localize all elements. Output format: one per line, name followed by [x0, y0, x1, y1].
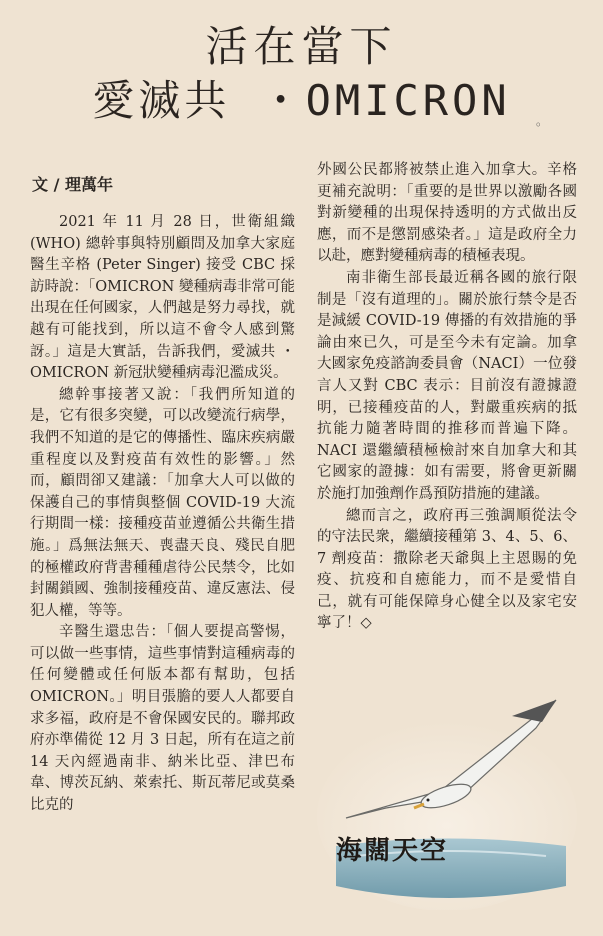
title-line-1: 活在當下: [205, 22, 398, 71]
illustration-caption: 海闊天空: [336, 836, 449, 866]
article-column-left: [30, 212, 295, 817]
article-column-right: [317, 160, 577, 635]
seagull-illustration: [316, 696, 578, 910]
paragraph: 南非衛生部長最近稱各國的旅行限制是「沒有道理的」。關於旅行禁令是否是減緩 COVID-19 傳播的有效措施的爭論由來已久，可是至今未有定論。加拿大國家免疫諮詢委員會（NACI）一位發言人又對 CBC 表示：目前沒有證據證明，已接種疫苗的人，對嚴重疾病的抵抗能力隨著時間的推移而普遍下降。NACI 還繼續積極檢討來自加拿大和其它國家的證據：如有需要，將會更新關於施打加強劑作爲預防措施的建議。: [317, 269, 577, 502]
paragraph: 外國公民都將被禁止進入加拿大。辛格更補充說明：「重要的是世界以激勵各國對新變種的出現保持透明的方式做出反應，而不是懲罰感染者。」這是政府全力以赴，應對變種病毒的積極表現。: [317, 162, 577, 265]
title-line-2: 愛滅共 ・OMICRON: [92, 76, 511, 125]
byline: 文 / 理萬年: [32, 175, 113, 194]
title-dot: 。: [536, 114, 549, 128]
paragraph: 辛醫生還忠告：「個人要提高警惕，可以做一些事情，這些事情對這種病毒的任何變體或任何版本都有幫助，包括 OMICRON。」明目張膽的要人人都要自求多福，政府是不會保國安民的。聯邦政府亦準備從 12 月 3 日起，所有在這之前 14 天內經過南非、納米比亞、津巴布韋、博茨瓦納、萊索托、斯瓦蒂尼或莫桑比克的: [30, 624, 295, 814]
paragraph: 總幹事接著又說：「我們所知道的是，它有很多突變，可以改變流行病學，我們不知道的是它的傳播性、臨床疾病嚴重程度以及對疫苗有效性的影響。」然而，顧問卻又建議：「加拿大人可以做的保護自己的事情與整個 COVID-19 大流行期間一樣：接種疫苗並遵循公共衛生措施。」爲無法無天、喪盡天良、殘民自肥的極權政府背書種種虐待公民禁令，比如封關鎖國、強制接種疫苗、違反憲法、侵犯人權，等等。: [30, 386, 295, 619]
paragraph: 2021 年 11 月 28 日，世衛組織 (WHO) 總幹事與特別顧問及加拿大家庭醫生辛格 (Peter Singer) 接受 CBC 採訪時說：「OMICRON 變種病毒非常可能出現在任何國家，人們越是努力尋找，就越有可能找到，所以這不會令人感到驚訝。」這是大實話，告訴我們，愛滅共 ・OMICRON 新冠狀變種病毒氾濫成災。: [30, 214, 295, 382]
seagull-over-sea-image: [316, 696, 578, 910]
paragraph: 總而言之，政府再三強調順從法令的守法民衆，繼續接種第 3、4、5、6、7 劑疫苗：撒除老天爺與上主恩賜的免疫、抗疫和自癒能力，而不是愛惜自己，就有可能保障身心健全以及家宅安寧了！◇: [317, 507, 577, 632]
